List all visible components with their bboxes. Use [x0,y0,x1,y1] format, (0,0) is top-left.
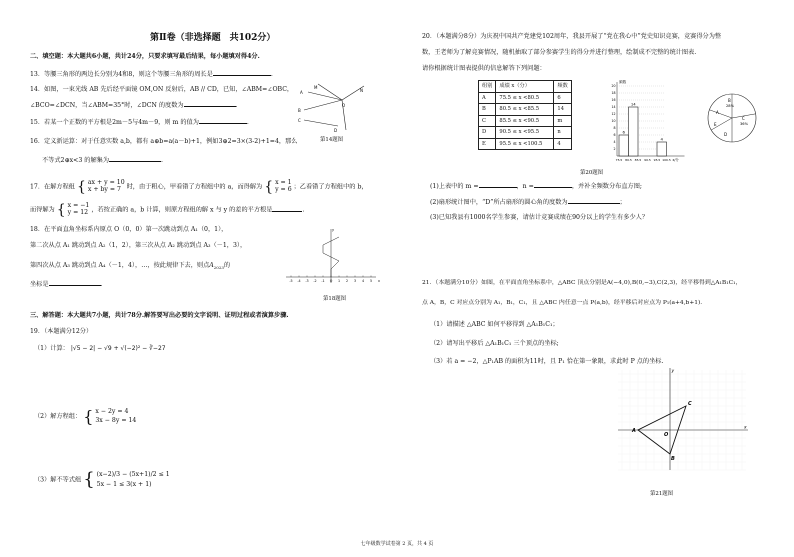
q19-part3-ineq1: (x−2)/3 − (5x+1)/2 ≤ 1 [96,471,170,478]
svg-text:A: A [300,90,303,95]
svg-text:O: O [342,103,346,108]
bar-data-label: 6 [622,129,625,135]
q14-line2: ∠BCO=∠DCN，当∠ABM=35°时，∠DCN 的度数为 . [30,102,238,109]
pie-label-A: A [716,110,719,115]
point-label-C: C [688,401,692,407]
q20-sub2: (2)扇形统计图中，“D”所占扇形的圆心角的度数为 ； [430,199,626,206]
table-cell: D [479,127,496,139]
table-cell: 80.5 ≤ x <85.5 [496,104,554,116]
table-row [479,115,572,127]
answer-blank-n[interactable] [534,182,572,188]
axis-tick-label: -2 [313,279,317,283]
pie-pct-C: 36% [740,122,748,126]
y-tick-label: 8 [613,126,616,131]
table-cell: B [479,104,496,116]
page-footer: 七年级数学试卷第 2 页，共 4 页 [360,541,434,547]
q16-line1: 16．定义新运算：对于任意实数 a,b，都有 a⊕b=a(a－b)+1，例如3⊕2=3×(3-2)+1=4，那么 [30,138,298,145]
table-cell: 14 [554,104,571,116]
table-cell: A [479,92,496,104]
axis-tick-label: 1 [337,279,341,283]
x-tick-label: 85.5 [634,158,642,162]
x-tick-label: 95.5 [653,158,661,162]
svg-text:N: N [360,88,363,93]
answer-blank[interactable] [49,280,101,286]
x-axis-label: x/分 [672,158,679,162]
pie-label-E: E [714,122,717,127]
q19-heading: 19．（本题满分12分） [30,328,93,335]
y-tick-label: 16 [611,98,616,103]
answer-blank[interactable] [568,198,620,204]
q19-part2-eq1: x − 2y = 4 [95,408,129,415]
answer-blank[interactable] [272,206,302,212]
y-tick-label: 18 [611,91,616,96]
axis-tick-label: -5 [289,279,293,283]
table-cell: 组别 [479,81,496,93]
table-cell: C [479,115,496,127]
histogram-bar [619,135,629,156]
q17-system-line2: x + by = 7 [87,186,121,193]
pie-chart [704,90,760,146]
right-column [422,0,772,557]
axis-tick-label: -4 [297,279,301,283]
figure-18-caption: 第18题图 [323,296,347,302]
figure-14-caption: 第14题图 [320,137,344,143]
answer-blank[interactable] [184,101,236,107]
q13: 13．等腰三角形的两边长分别为4和8，则这个等腰三角形的周长是 . [30,71,273,78]
y-tick-label: 10 [611,119,616,124]
point-label-B: B [671,456,675,462]
q18-line3: 第四次从点 A₃ 跳动到点 A₄（－1，4），…，按此规律下去，则点$A_{2023}$的 [30,262,231,271]
point-label-A: A [632,428,636,434]
q14-line1: 14．如图，一束光线 AB 先后经平面镜 OM,ON 反射后，AB // CD，已知，∠ABM=∠OBC， [30,86,294,93]
table-row [479,138,572,150]
y-tick-label: 2 [613,147,616,152]
table-cell: E [479,138,496,150]
bar-data-label: 14 [630,101,636,107]
axis-tick-label: O [329,279,333,283]
q20-line1: 20．（本题满分8分）为庆祝中国共产党建党102周年，我县开展了“党在我心中”党史知识竞赛，竞赛得分为整 [422,33,722,40]
q19-part1-expression: |√5 − 2| − √9 + √(−2)² − ∛−27 [70,345,166,352]
q20-sub3: (3)已知我县有1000名学生参赛，请估计竞赛成绩在90分以上的学生有多少人？ [430,214,649,221]
left-column [30,0,390,557]
q16-line2: 不等式2⊕x<3 的解集为 . [42,157,163,164]
q18-line2: 第二次从点 A₁ 跳动到点 A₂（1，2），第三次从点 A₂ 跳动到点 A₃（－1，3）， [30,242,247,249]
table-cell: 75.5 ≤ x <80.5 [496,92,554,104]
axis-tick-label: 3 [353,279,357,283]
axis-tick-label: -1 [321,279,325,283]
frequency-table [478,80,572,150]
q19-part3-ineq2: 5x − 1 ≤ 3(x + 1) [96,480,152,488]
answer-blank[interactable] [199,118,247,124]
table-cell: 85.5 ≤ x <90.5 [496,115,554,127]
x-axis-label: x [744,425,747,431]
table-cell: 90.5 ≤ x <95.5 [496,127,554,139]
answer-blank-m[interactable] [479,182,517,188]
q21-line2: 点 A，B，C 对应点分别为 A₁，B₁，C₁，且 △ABC 内任意一点 P(a,b)，经平移后对应点为 P₁(a+4,b+1). [422,300,703,306]
axis-tick-label: x [378,279,380,283]
figure-20-caption: 第20题图 [580,170,604,176]
table-cell: n [554,127,571,139]
q19-part2: （2）解方程组： { x − 2y = 4 3x − 8y = 14 [34,406,137,426]
y-tick-label: 4 [613,140,616,145]
svg-text:M: M [314,85,318,90]
svg-text:B: B [298,108,301,113]
x-tick-label: 75.5 [615,158,623,162]
q19-part2-eq2: 3x − 8y = 14 [95,416,137,424]
svg-text:D: D [334,128,338,133]
figure-18 [280,225,380,295]
figure-14 [298,80,368,138]
q20-line2: 数，王老师为了解竞赛情况，随机抽取了部分参赛学生的得分并进行整理，绘制成不完整的统计图表. [422,49,697,56]
table-cell: 6 [554,92,571,104]
histogram-bar [657,142,667,156]
q21-sub1: （1）请描述 △ABC 如何平移得到 △A₁B₁C₁； [430,321,559,328]
pie-label-C: C [742,116,745,121]
q18-line1: 18．在平面直角坐标系内原点 O（0，0）第一次跳动到点 A₁（0，1）， [30,226,228,233]
figure-21-caption: 第21题图 [650,491,674,497]
q17-system-line1: ax + y = 10 [87,179,125,187]
axis-tick-label: 4 [361,279,365,283]
q18-line4: 坐标是 . [30,281,103,288]
y-tick-label: 12 [611,112,616,117]
origin-label: O [664,432,669,438]
table-cell: 成绩 x（分） [496,81,554,93]
table-row [479,104,572,116]
axis-tick-label: -3 [305,279,309,283]
figure-21 [614,366,750,474]
table-cell: m [554,115,571,127]
y-tick-label: 20 [611,84,616,89]
y-axis-label: y [671,369,675,374]
y-tick-label: 6 [613,133,616,138]
section2-heading: 二、填空题：本大题共6小题，共计24分，只要求填写最后结果，每小题填对得4分. [30,53,260,60]
pie-pct-B: 28% [726,104,734,108]
svg-text:C: C [298,118,301,123]
svg-text:y: y [332,228,335,232]
answer-blank[interactable] [109,156,161,162]
y-axis-label: 频数 [619,80,627,84]
q15: 15．若某一个正数的平方根是2m－5与4m－9，则 m 的值为 . [30,119,249,126]
q17-line1: 17．在解方程组 { ax + y = 10 x + by = 7 时，由于粗心，甲看错了方程组中的 a，而得解为 { x = 1 y = 6 ；乙看错了方程组中的 b， [30,179,368,195]
q21-sub3: （3）若 a = −2，△P₁AB 的面积为11时，且 P₁ 恰在第一象限，求此时 P 点的坐标. [430,358,664,365]
q21-line1: 21．（本题满分10分）如图，在平面直角坐标系中，△ABC 顶点分别是A(−4,0),B(0,−3),C(2,3)，经平移得到△A₁B₁C₁， [422,280,742,286]
q19-part1: （1）计算： |√5 − 2| − √9 + √(−2)² − ∛−27 [34,345,166,352]
answer-blank[interactable] [213,70,271,76]
table-cell: 4 [554,138,571,150]
axis-tick-label: 5 [369,279,373,283]
table-row [479,127,572,139]
axis-tick-label: 2 [345,279,349,283]
histogram [605,76,697,168]
q17-line2: 而得解为 { x = −1 y = 12 ，若按正确的 a，b 计算，则原方程组的解 x 与 y 的差的平方根是 . [30,202,305,218]
histogram-bar [629,107,639,156]
page-title: 第Ⅱ卷（非选择题 共102分） [150,33,276,43]
table-cell: 95.5 ≤ x <100.5 [496,138,554,150]
table-cell: 频数 [554,81,571,93]
pie-label-D: D [724,132,728,137]
section3-heading: 三、解答题：本大题共7小题，共计78分.解答要写出必要的文字说明、证明过程或者演算步骤. [30,312,289,319]
q21-sub2: （2）请写出平移后 △A₁B₁C₁ 三个顶点的坐标; [430,340,559,347]
q19-part3: （3）解不等式组 { (x−2)/3 − (5x+1)/2 ≤ 1 5x − 1 ≤ 3(x + 1) [34,468,170,490]
x-tick-label: 100.5 [662,158,671,162]
bar-data-label: 4 [660,136,663,142]
x-tick-label: 80.5 [625,158,632,162]
q20-line3: 请你根据统计图表提供的信息解答下列问题： [422,65,546,72]
table-header-row [479,81,572,93]
table-row [479,92,572,104]
x-tick-label: 90.5 [644,158,651,162]
pie-label-B: B [728,98,731,103]
q20-sub1: (1)上表中的 m = ，n = ，并补全频数分布直方图; [430,183,642,190]
y-tick-label: 14 [611,105,616,110]
